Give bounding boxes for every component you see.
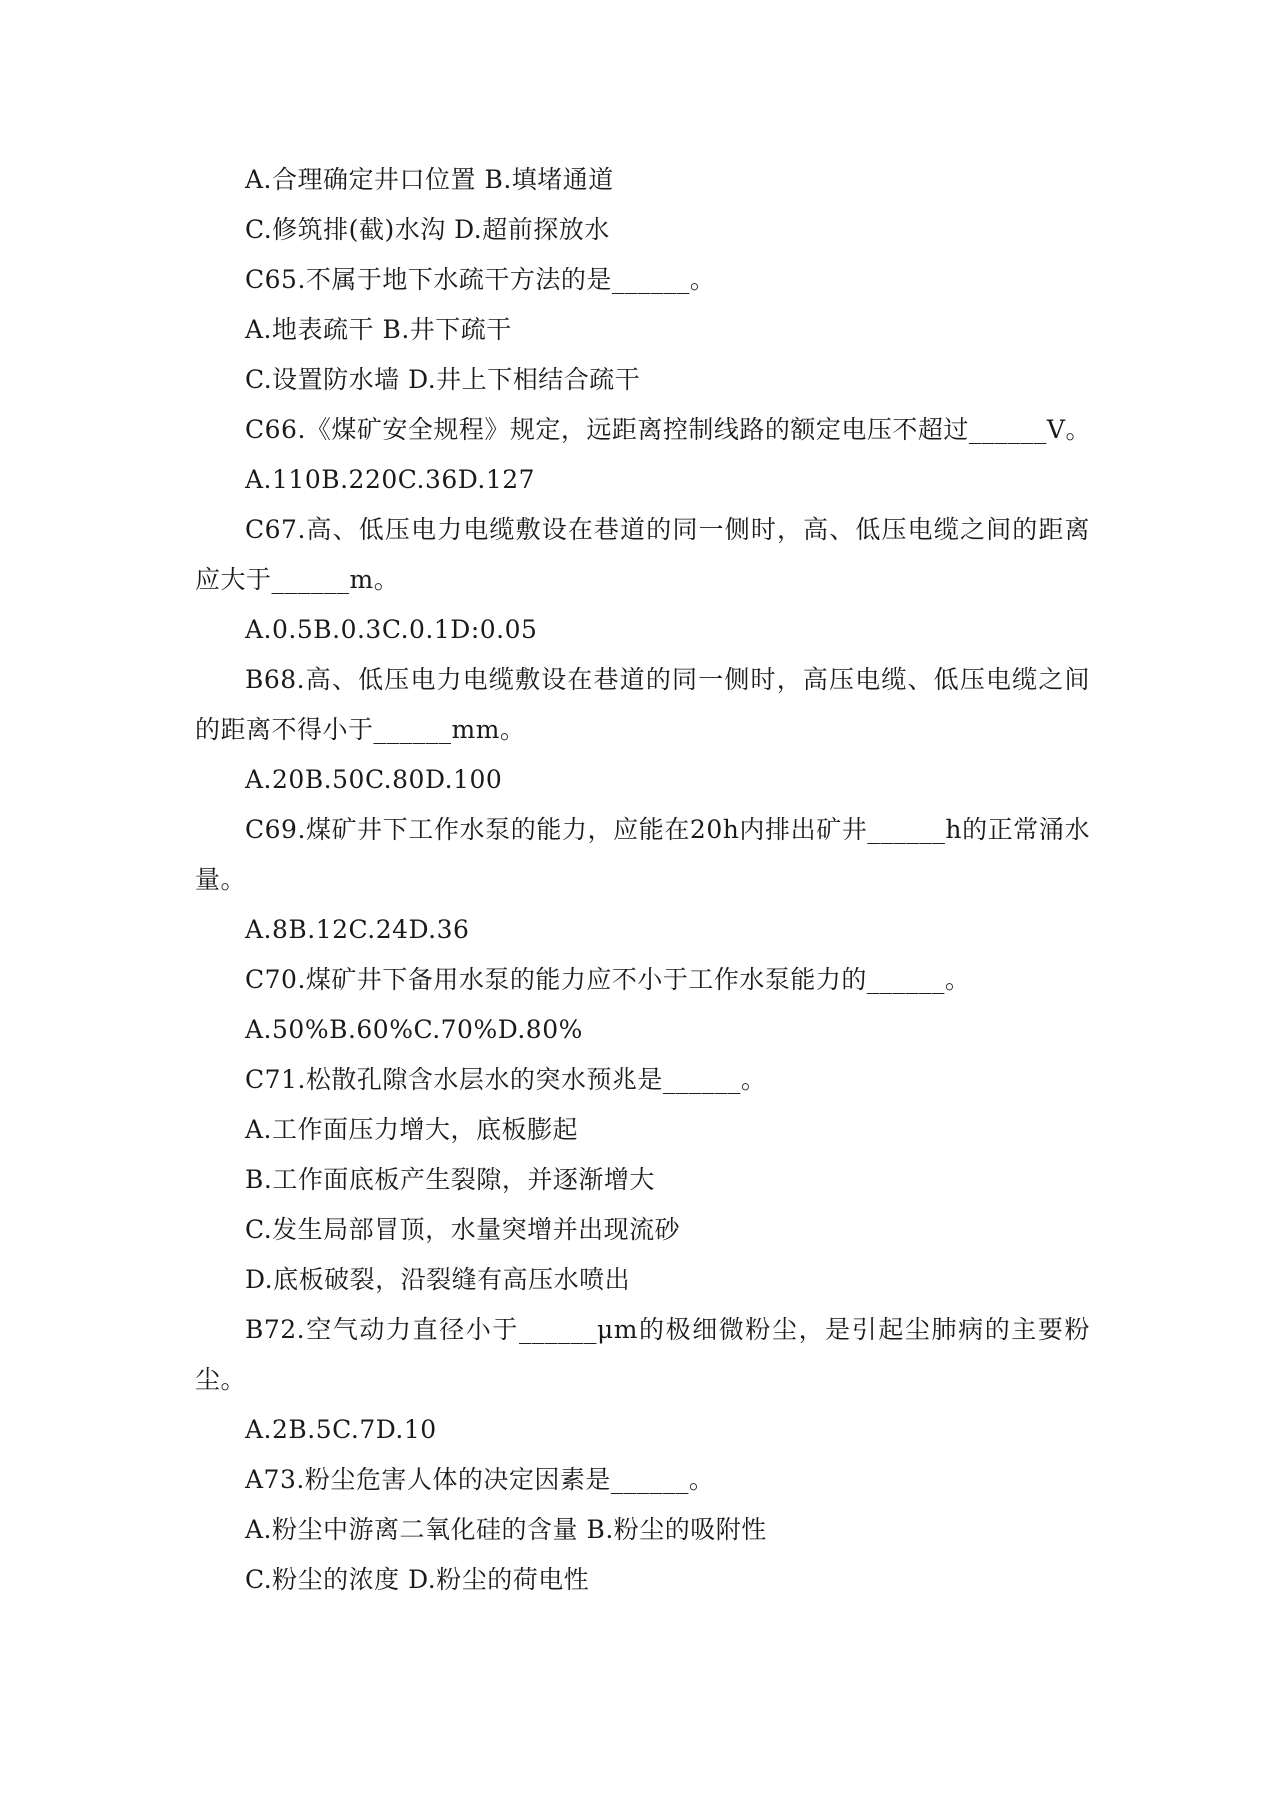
q70-options: A.50%B.60%C.70%D.80% (245, 1015, 583, 1044)
q66-options: A.110B.220C.36D.127 (245, 465, 536, 494)
q67-options: A.0.5B.0.3C.0.1D:0.05 (245, 615, 538, 644)
document-body (195, 155, 1090, 1605)
q68-options: A.20B.50C.80D.100 (245, 765, 503, 794)
q65-options-1: A.地表疏干 B.井下疏干 (245, 315, 512, 344)
q64-options-2: C.修筑排(截)水沟 D.超前探放水 (245, 215, 610, 244)
q70-question: C70.煤矿井下备用水泵的能力应不小于工作水泵能力的______。 (245, 965, 971, 994)
q64-options-1: A.合理确定井口位置 B.填堵通道 (245, 165, 614, 194)
q69-options: A.8B.12C.24D.36 (245, 915, 470, 944)
q67-question: C67.高、低压电力电缆敷设在巷道的同一侧时，高、低压电缆之间的距离应大于______m。 (195, 515, 1090, 594)
q65-question: C65.不属于地下水疏干方法的是______。 (245, 265, 716, 294)
q69-question: C69.煤矿井下工作水泵的能力，应能在20h内排出矿井______h的正常涌水量。 (195, 815, 1090, 894)
q66-question: C66.《煤矿安全规程》规定，远距离控制线路的额定电压不超过______V。 (245, 415, 1091, 444)
q68-question: B68.高、低压电力电缆敷设在巷道的同一侧时，高压电缆、低压电缆之间的距离不得小于______mm。 (195, 665, 1090, 744)
q72-options: A.2B.5C.7D.10 (245, 1415, 437, 1444)
q71-option-b: B.工作面底板产生裂隙，并逐渐增大 (245, 1165, 655, 1194)
q71-option-c: C.发生局部冒顶，水量突增并出现流砂 (245, 1215, 681, 1244)
q73-options-2: C.粉尘的浓度 D.粉尘的荷电性 (245, 1565, 590, 1594)
q71-option-a: A.工作面压力增大，底板膨起 (245, 1115, 579, 1144)
q71-option-d: D.底板破裂，沿裂缝有高压水喷出 (245, 1265, 631, 1294)
q72-question: B72.空气动力直径小于______μm的极细微粉尘，是引起尘肺病的主要粉尘。 (195, 1315, 1090, 1394)
q73-question: A73.粉尘危害人体的决定因素是______。 (245, 1465, 715, 1494)
q73-options-1: A.粉尘中游离二氧化硅的含量 B.粉尘的吸附性 (245, 1515, 767, 1544)
q65-options-2: C.设置防水墙 D.井上下相结合疏干 (245, 365, 641, 394)
q71-question: C71.松散孔隙含水层水的突水预兆是______。 (245, 1065, 767, 1094)
